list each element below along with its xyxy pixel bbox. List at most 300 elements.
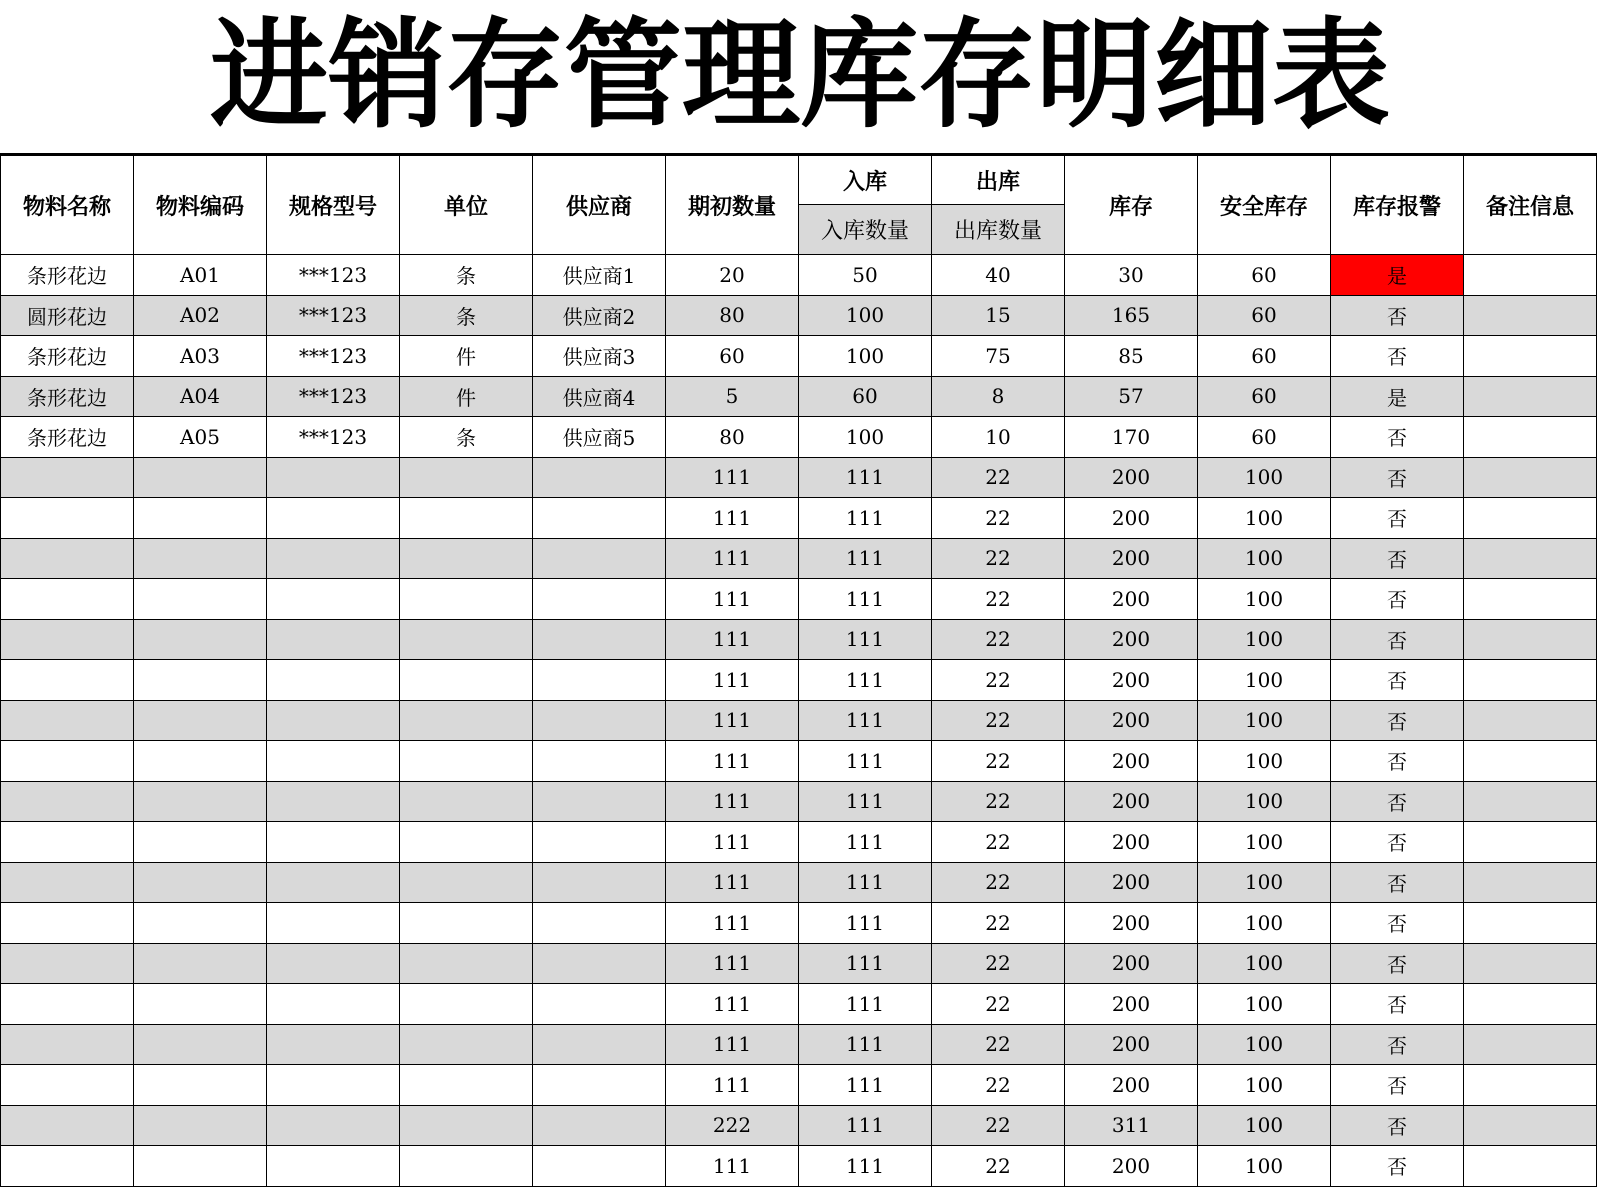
cell-stock[interactable]: 200: [1065, 579, 1198, 620]
cell-code[interactable]: A05: [134, 417, 267, 458]
cell-code[interactable]: [134, 1105, 267, 1146]
cell-supplier[interactable]: [533, 1105, 666, 1146]
cell-unit[interactable]: [400, 579, 533, 620]
cell-unit[interactable]: [400, 498, 533, 539]
cell-alarm[interactable]: 是: [1331, 376, 1464, 417]
cell-code[interactable]: [134, 781, 267, 822]
cell-alarm[interactable]: 否: [1331, 1146, 1464, 1187]
cell-spec[interactable]: [267, 700, 400, 741]
cell-code[interactable]: [134, 862, 267, 903]
cell-stock[interactable]: 200: [1065, 660, 1198, 701]
cell-opening-qty[interactable]: 111: [666, 1065, 799, 1106]
cell-supplier[interactable]: [533, 579, 666, 620]
cell-unit[interactable]: [400, 862, 533, 903]
table-row: [1, 862, 1597, 903]
cell-remark[interactable]: [1464, 1105, 1597, 1146]
cell-supplier[interactable]: [533, 457, 666, 498]
cell-safety-stock[interactable]: 100: [1198, 498, 1331, 539]
cell-remark[interactable]: [1464, 295, 1597, 336]
cell-unit[interactable]: [400, 1105, 533, 1146]
table-row: [1, 255, 1597, 296]
cell-remark[interactable]: [1464, 943, 1597, 984]
cell-remark[interactable]: [1464, 1065, 1597, 1106]
cell-unit[interactable]: 条: [400, 255, 533, 296]
cell-supplier[interactable]: [533, 943, 666, 984]
cell-safety-stock[interactable]: 100: [1198, 538, 1331, 579]
cell-supplier[interactable]: [533, 862, 666, 903]
cell-unit[interactable]: 件: [400, 376, 533, 417]
cell-opening-qty[interactable]: 80: [666, 295, 799, 336]
header-opening-qty: 期初数量: [666, 155, 799, 255]
cell-safety-stock[interactable]: 100: [1198, 457, 1331, 498]
cell-outbound-qty[interactable]: 40: [932, 255, 1065, 296]
cell-name[interactable]: 条形花边: [1, 417, 134, 458]
cell-alarm[interactable]: 否: [1331, 619, 1464, 660]
cell-opening-qty[interactable]: 111: [666, 862, 799, 903]
cell-inbound-qty[interactable]: 111: [799, 1024, 932, 1065]
table-row: [1, 1065, 1597, 1106]
cell-unit[interactable]: [400, 1065, 533, 1106]
cell-alarm[interactable]: 否: [1331, 1105, 1464, 1146]
cell-stock[interactable]: 200: [1065, 1065, 1198, 1106]
cell-supplier[interactable]: [533, 538, 666, 579]
cell-spec[interactable]: [267, 822, 400, 863]
cell-outbound-qty[interactable]: 22: [932, 903, 1065, 944]
cell-name[interactable]: [1, 457, 134, 498]
cell-opening-qty[interactable]: 111: [666, 1024, 799, 1065]
cell-spec[interactable]: ***123: [267, 376, 400, 417]
cell-outbound-qty[interactable]: 22: [932, 1105, 1065, 1146]
cell-safety-stock[interactable]: 100: [1198, 1024, 1331, 1065]
cell-remark[interactable]: [1464, 1146, 1597, 1187]
cell-supplier[interactable]: [533, 781, 666, 822]
cell-unit[interactable]: [400, 984, 533, 1025]
header-alarm: 库存报警: [1331, 155, 1464, 255]
cell-safety-stock[interactable]: 100: [1198, 903, 1331, 944]
cell-inbound-qty[interactable]: 111: [799, 903, 932, 944]
cell-code[interactable]: [134, 822, 267, 863]
cell-unit[interactable]: 条: [400, 295, 533, 336]
cell-safety-stock[interactable]: 100: [1198, 741, 1331, 782]
cell-alarm[interactable]: 否: [1331, 538, 1464, 579]
cell-inbound-qty[interactable]: 111: [799, 498, 932, 539]
cell-code[interactable]: A02: [134, 295, 267, 336]
cell-remark[interactable]: [1464, 579, 1597, 620]
cell-opening-qty[interactable]: 111: [666, 538, 799, 579]
cell-alarm[interactable]: 否: [1331, 417, 1464, 458]
cell-opening-qty[interactable]: 222: [666, 1105, 799, 1146]
cell-alarm[interactable]: 否: [1331, 984, 1464, 1025]
header-outbound: 出库: [932, 155, 1065, 205]
cell-spec[interactable]: [267, 984, 400, 1025]
cell-alarm[interactable]: 否: [1331, 700, 1464, 741]
cell-remark[interactable]: [1464, 538, 1597, 579]
cell-alarm[interactable]: 否: [1331, 822, 1464, 863]
cell-spec[interactable]: [267, 498, 400, 539]
cell-safety-stock[interactable]: 100: [1198, 943, 1331, 984]
cell-spec[interactable]: ***123: [267, 295, 400, 336]
cell-name[interactable]: [1, 538, 134, 579]
cell-stock[interactable]: 200: [1065, 741, 1198, 782]
cell-stock[interactable]: 200: [1065, 984, 1198, 1025]
cell-outbound-qty[interactable]: 10: [932, 417, 1065, 458]
cell-inbound-qty[interactable]: 111: [799, 457, 932, 498]
cell-safety-stock[interactable]: 100: [1198, 579, 1331, 620]
cell-name[interactable]: [1, 700, 134, 741]
cell-code[interactable]: [134, 1146, 267, 1187]
cell-opening-qty[interactable]: 111: [666, 903, 799, 944]
cell-supplier[interactable]: 供应商2: [533, 295, 666, 336]
header-inbound: 入库: [799, 155, 932, 205]
cell-opening-qty[interactable]: 111: [666, 822, 799, 863]
cell-code[interactable]: [134, 579, 267, 620]
cell-inbound-qty[interactable]: 111: [799, 1146, 932, 1187]
cell-name[interactable]: 条形花边: [1, 255, 134, 296]
cell-spec[interactable]: [267, 1065, 400, 1106]
cell-stock[interactable]: 200: [1065, 700, 1198, 741]
table-row: [1, 1024, 1597, 1065]
cell-code[interactable]: [134, 984, 267, 1025]
cell-inbound-qty[interactable]: 60: [799, 376, 932, 417]
cell-outbound-qty[interactable]: 22: [932, 1146, 1065, 1187]
cell-code[interactable]: A01: [134, 255, 267, 296]
table-row: [1, 1105, 1597, 1146]
cell-name[interactable]: [1, 943, 134, 984]
table-row: [1, 1146, 1597, 1187]
cell-stock[interactable]: 200: [1065, 903, 1198, 944]
cell-stock[interactable]: 200: [1065, 498, 1198, 539]
cell-name[interactable]: [1, 984, 134, 1025]
cell-alarm[interactable]: 否: [1331, 741, 1464, 782]
cell-unit[interactable]: [400, 781, 533, 822]
cell-name[interactable]: [1, 1105, 134, 1146]
cell-unit[interactable]: [400, 1024, 533, 1065]
cell-stock[interactable]: 57: [1065, 376, 1198, 417]
cell-spec[interactable]: [267, 781, 400, 822]
cell-opening-qty[interactable]: 111: [666, 984, 799, 1025]
cell-safety-stock[interactable]: 60: [1198, 417, 1331, 458]
cell-code[interactable]: [134, 538, 267, 579]
cell-supplier[interactable]: [533, 1146, 666, 1187]
cell-spec[interactable]: ***123: [267, 336, 400, 377]
cell-supplier[interactable]: 供应商3: [533, 336, 666, 377]
cell-outbound-qty[interactable]: 22: [932, 660, 1065, 701]
cell-outbound-qty[interactable]: 75: [932, 336, 1065, 377]
cell-outbound-qty[interactable]: 22: [932, 862, 1065, 903]
cell-spec[interactable]: [267, 579, 400, 620]
cell-inbound-qty[interactable]: 100: [799, 417, 932, 458]
cell-spec[interactable]: [267, 660, 400, 701]
cell-remark[interactable]: [1464, 1024, 1597, 1065]
table-body: [1, 255, 1597, 1187]
cell-code[interactable]: [134, 943, 267, 984]
cell-safety-stock[interactable]: 60: [1198, 295, 1331, 336]
cell-remark[interactable]: [1464, 457, 1597, 498]
cell-unit[interactable]: [400, 619, 533, 660]
cell-supplier[interactable]: [533, 984, 666, 1025]
cell-spec[interactable]: [267, 862, 400, 903]
cell-spec[interactable]: ***123: [267, 417, 400, 458]
cell-inbound-qty[interactable]: 111: [799, 781, 932, 822]
table-header: [1, 155, 1597, 255]
cell-stock[interactable]: 170: [1065, 417, 1198, 458]
table-row: [1, 376, 1597, 417]
cell-name[interactable]: [1, 1146, 134, 1187]
cell-code[interactable]: A04: [134, 376, 267, 417]
cell-remark[interactable]: [1464, 619, 1597, 660]
cell-stock[interactable]: 311: [1065, 1105, 1198, 1146]
cell-outbound-qty[interactable]: 22: [932, 984, 1065, 1025]
cell-outbound-qty[interactable]: 22: [932, 822, 1065, 863]
table-row: [1, 660, 1597, 701]
cell-opening-qty[interactable]: 5: [666, 376, 799, 417]
cell-code[interactable]: [134, 660, 267, 701]
cell-name[interactable]: [1, 781, 134, 822]
header-safety-stock: 安全库存: [1198, 155, 1331, 255]
cell-supplier[interactable]: [533, 498, 666, 539]
cell-spec[interactable]: [267, 903, 400, 944]
cell-remark[interactable]: [1464, 336, 1597, 377]
cell-remark[interactable]: [1464, 498, 1597, 539]
cell-outbound-qty[interactable]: 22: [932, 1024, 1065, 1065]
cell-outbound-qty[interactable]: 22: [932, 943, 1065, 984]
cell-outbound-qty[interactable]: 22: [932, 700, 1065, 741]
cell-unit[interactable]: [400, 822, 533, 863]
cell-supplier[interactable]: [533, 619, 666, 660]
cell-code[interactable]: [134, 457, 267, 498]
cell-stock[interactable]: 200: [1065, 538, 1198, 579]
cell-remark[interactable]: [1464, 255, 1597, 296]
cell-unit[interactable]: [400, 538, 533, 579]
cell-outbound-qty[interactable]: 22: [932, 781, 1065, 822]
cell-supplier[interactable]: [533, 903, 666, 944]
cell-spec[interactable]: [267, 1146, 400, 1187]
cell-opening-qty[interactable]: 111: [666, 1146, 799, 1187]
cell-name[interactable]: [1, 1065, 134, 1106]
cell-inbound-qty[interactable]: 111: [799, 741, 932, 782]
cell-remark[interactable]: [1464, 417, 1597, 458]
cell-opening-qty[interactable]: 111: [666, 700, 799, 741]
cell-safety-stock[interactable]: 100: [1198, 1105, 1331, 1146]
cell-stock[interactable]: 200: [1065, 943, 1198, 984]
cell-remark[interactable]: [1464, 903, 1597, 944]
cell-stock[interactable]: 200: [1065, 822, 1198, 863]
cell-opening-qty[interactable]: 20: [666, 255, 799, 296]
cell-name[interactable]: [1, 862, 134, 903]
cell-opening-qty[interactable]: 60: [666, 336, 799, 377]
cell-remark[interactable]: [1464, 781, 1597, 822]
cell-alarm[interactable]: 是: [1331, 255, 1464, 296]
cell-safety-stock[interactable]: 60: [1198, 255, 1331, 296]
cell-name[interactable]: [1, 498, 134, 539]
cell-supplier[interactable]: [533, 700, 666, 741]
cell-opening-qty[interactable]: 111: [666, 943, 799, 984]
cell-unit[interactable]: [400, 943, 533, 984]
cell-name[interactable]: 条形花边: [1, 336, 134, 377]
cell-inbound-qty[interactable]: 111: [799, 984, 932, 1025]
cell-spec[interactable]: [267, 619, 400, 660]
cell-stock[interactable]: 200: [1065, 1024, 1198, 1065]
cell-spec[interactable]: [267, 741, 400, 782]
cell-inbound-qty[interactable]: 111: [799, 538, 932, 579]
cell-safety-stock[interactable]: 100: [1198, 1146, 1331, 1187]
table-row: [1, 822, 1597, 863]
cell-stock[interactable]: 165: [1065, 295, 1198, 336]
cell-supplier[interactable]: 供应商1: [533, 255, 666, 296]
cell-remark[interactable]: [1464, 376, 1597, 417]
cell-outbound-qty[interactable]: 22: [932, 498, 1065, 539]
cell-name[interactable]: 圆形花边: [1, 295, 134, 336]
cell-alarm[interactable]: 否: [1331, 457, 1464, 498]
cell-safety-stock[interactable]: 100: [1198, 862, 1331, 903]
cell-safety-stock[interactable]: 100: [1198, 1065, 1331, 1106]
cell-inbound-qty[interactable]: 111: [799, 822, 932, 863]
cell-alarm[interactable]: 否: [1331, 943, 1464, 984]
cell-safety-stock[interactable]: 100: [1198, 619, 1331, 660]
cell-stock[interactable]: 200: [1065, 457, 1198, 498]
cell-spec[interactable]: [267, 943, 400, 984]
cell-opening-qty[interactable]: 111: [666, 498, 799, 539]
cell-name[interactable]: [1, 903, 134, 944]
cell-unit[interactable]: [400, 660, 533, 701]
cell-alarm[interactable]: 否: [1331, 295, 1464, 336]
cell-stock[interactable]: 200: [1065, 781, 1198, 822]
cell-opening-qty[interactable]: 80: [666, 417, 799, 458]
cell-code[interactable]: [134, 1024, 267, 1065]
cell-safety-stock[interactable]: 60: [1198, 376, 1331, 417]
cell-code[interactable]: [134, 498, 267, 539]
cell-opening-qty[interactable]: 111: [666, 579, 799, 620]
cell-inbound-qty[interactable]: 111: [799, 579, 932, 620]
cell-supplier[interactable]: [533, 1024, 666, 1065]
cell-name[interactable]: [1, 1024, 134, 1065]
cell-opening-qty[interactable]: 111: [666, 457, 799, 498]
cell-remark[interactable]: [1464, 984, 1597, 1025]
cell-remark[interactable]: [1464, 741, 1597, 782]
cell-safety-stock[interactable]: 60: [1198, 336, 1331, 377]
cell-stock[interactable]: 85: [1065, 336, 1198, 377]
cell-unit[interactable]: [400, 457, 533, 498]
cell-name[interactable]: [1, 741, 134, 782]
cell-name[interactable]: [1, 660, 134, 701]
cell-stock[interactable]: 200: [1065, 862, 1198, 903]
cell-spec[interactable]: [267, 1024, 400, 1065]
cell-code[interactable]: A03: [134, 336, 267, 377]
cell-unit[interactable]: 件: [400, 336, 533, 377]
cell-outbound-qty[interactable]: 8: [932, 376, 1065, 417]
cell-inbound-qty[interactable]: 111: [799, 1065, 932, 1106]
cell-alarm[interactable]: 否: [1331, 1065, 1464, 1106]
cell-spec[interactable]: [267, 457, 400, 498]
cell-name[interactable]: [1, 579, 134, 620]
cell-stock[interactable]: 200: [1065, 619, 1198, 660]
cell-unit[interactable]: 条: [400, 417, 533, 458]
cell-remark[interactable]: [1464, 660, 1597, 701]
cell-unit[interactable]: [400, 1146, 533, 1187]
cell-inbound-qty[interactable]: 111: [799, 1105, 932, 1146]
cell-supplier[interactable]: 供应商4: [533, 376, 666, 417]
cell-alarm[interactable]: 否: [1331, 1024, 1464, 1065]
cell-supplier[interactable]: [533, 741, 666, 782]
cell-safety-stock[interactable]: 100: [1198, 700, 1331, 741]
cell-supplier[interactable]: [533, 660, 666, 701]
cell-outbound-qty[interactable]: 22: [932, 1065, 1065, 1106]
cell-outbound-qty[interactable]: 22: [932, 579, 1065, 620]
cell-opening-qty[interactable]: 111: [666, 781, 799, 822]
cell-outbound-qty[interactable]: 22: [932, 741, 1065, 782]
cell-alarm[interactable]: 否: [1331, 336, 1464, 377]
cell-inbound-qty[interactable]: 100: [799, 336, 932, 377]
cell-supplier[interactable]: [533, 1065, 666, 1106]
cell-inbound-qty[interactable]: 111: [799, 862, 932, 903]
cell-name[interactable]: [1, 619, 134, 660]
header-spec: 规格型号: [267, 155, 400, 255]
cell-inbound-qty[interactable]: 111: [799, 660, 932, 701]
cell-inbound-qty[interactable]: 111: [799, 700, 932, 741]
cell-stock[interactable]: 30: [1065, 255, 1198, 296]
cell-unit[interactable]: [400, 741, 533, 782]
header-inbound-qty: 入库数量: [799, 205, 932, 255]
cell-remark[interactable]: [1464, 822, 1597, 863]
cell-opening-qty[interactable]: 111: [666, 619, 799, 660]
cell-opening-qty[interactable]: 111: [666, 741, 799, 782]
cell-alarm[interactable]: 否: [1331, 781, 1464, 822]
cell-code[interactable]: [134, 903, 267, 944]
cell-inbound-qty[interactable]: 111: [799, 619, 932, 660]
cell-code[interactable]: [134, 741, 267, 782]
cell-code[interactable]: [134, 1065, 267, 1106]
cell-stock[interactable]: 200: [1065, 1146, 1198, 1187]
cell-supplier[interactable]: 供应商5: [533, 417, 666, 458]
cell-spec[interactable]: ***123: [267, 255, 400, 296]
table-row: [1, 579, 1597, 620]
cell-outbound-qty[interactable]: 22: [932, 538, 1065, 579]
cell-outbound-qty[interactable]: 22: [932, 457, 1065, 498]
cell-alarm[interactable]: 否: [1331, 579, 1464, 620]
cell-unit[interactable]: [400, 903, 533, 944]
cell-remark[interactable]: [1464, 700, 1597, 741]
cell-inbound-qty[interactable]: 50: [799, 255, 932, 296]
cell-alarm[interactable]: 否: [1331, 903, 1464, 944]
cell-safety-stock[interactable]: 100: [1198, 822, 1331, 863]
cell-remark[interactable]: [1464, 862, 1597, 903]
cell-unit[interactable]: [400, 700, 533, 741]
sheet-title: 进销存管理库存明细表: [209, 5, 1390, 144]
cell-spec[interactable]: [267, 538, 400, 579]
table-row: [1, 619, 1597, 660]
cell-inbound-qty[interactable]: 100: [799, 295, 932, 336]
cell-inbound-qty[interactable]: 111: [799, 943, 932, 984]
cell-name[interactable]: 条形花边: [1, 376, 134, 417]
cell-safety-stock[interactable]: 100: [1198, 660, 1331, 701]
cell-code[interactable]: [134, 619, 267, 660]
cell-alarm[interactable]: 否: [1331, 660, 1464, 701]
table-row: [1, 903, 1597, 944]
cell-outbound-qty[interactable]: 22: [932, 619, 1065, 660]
cell-code[interactable]: [134, 700, 267, 741]
header-code: 物料编码: [134, 155, 267, 255]
cell-spec[interactable]: [267, 1105, 400, 1146]
cell-opening-qty[interactable]: 111: [666, 660, 799, 701]
cell-alarm[interactable]: 否: [1331, 862, 1464, 903]
cell-alarm[interactable]: 否: [1331, 498, 1464, 539]
cell-safety-stock[interactable]: 100: [1198, 984, 1331, 1025]
cell-name[interactable]: [1, 822, 134, 863]
cell-supplier[interactable]: [533, 822, 666, 863]
table-row: [1, 336, 1597, 377]
cell-safety-stock[interactable]: 100: [1198, 781, 1331, 822]
cell-outbound-qty[interactable]: 15: [932, 295, 1065, 336]
